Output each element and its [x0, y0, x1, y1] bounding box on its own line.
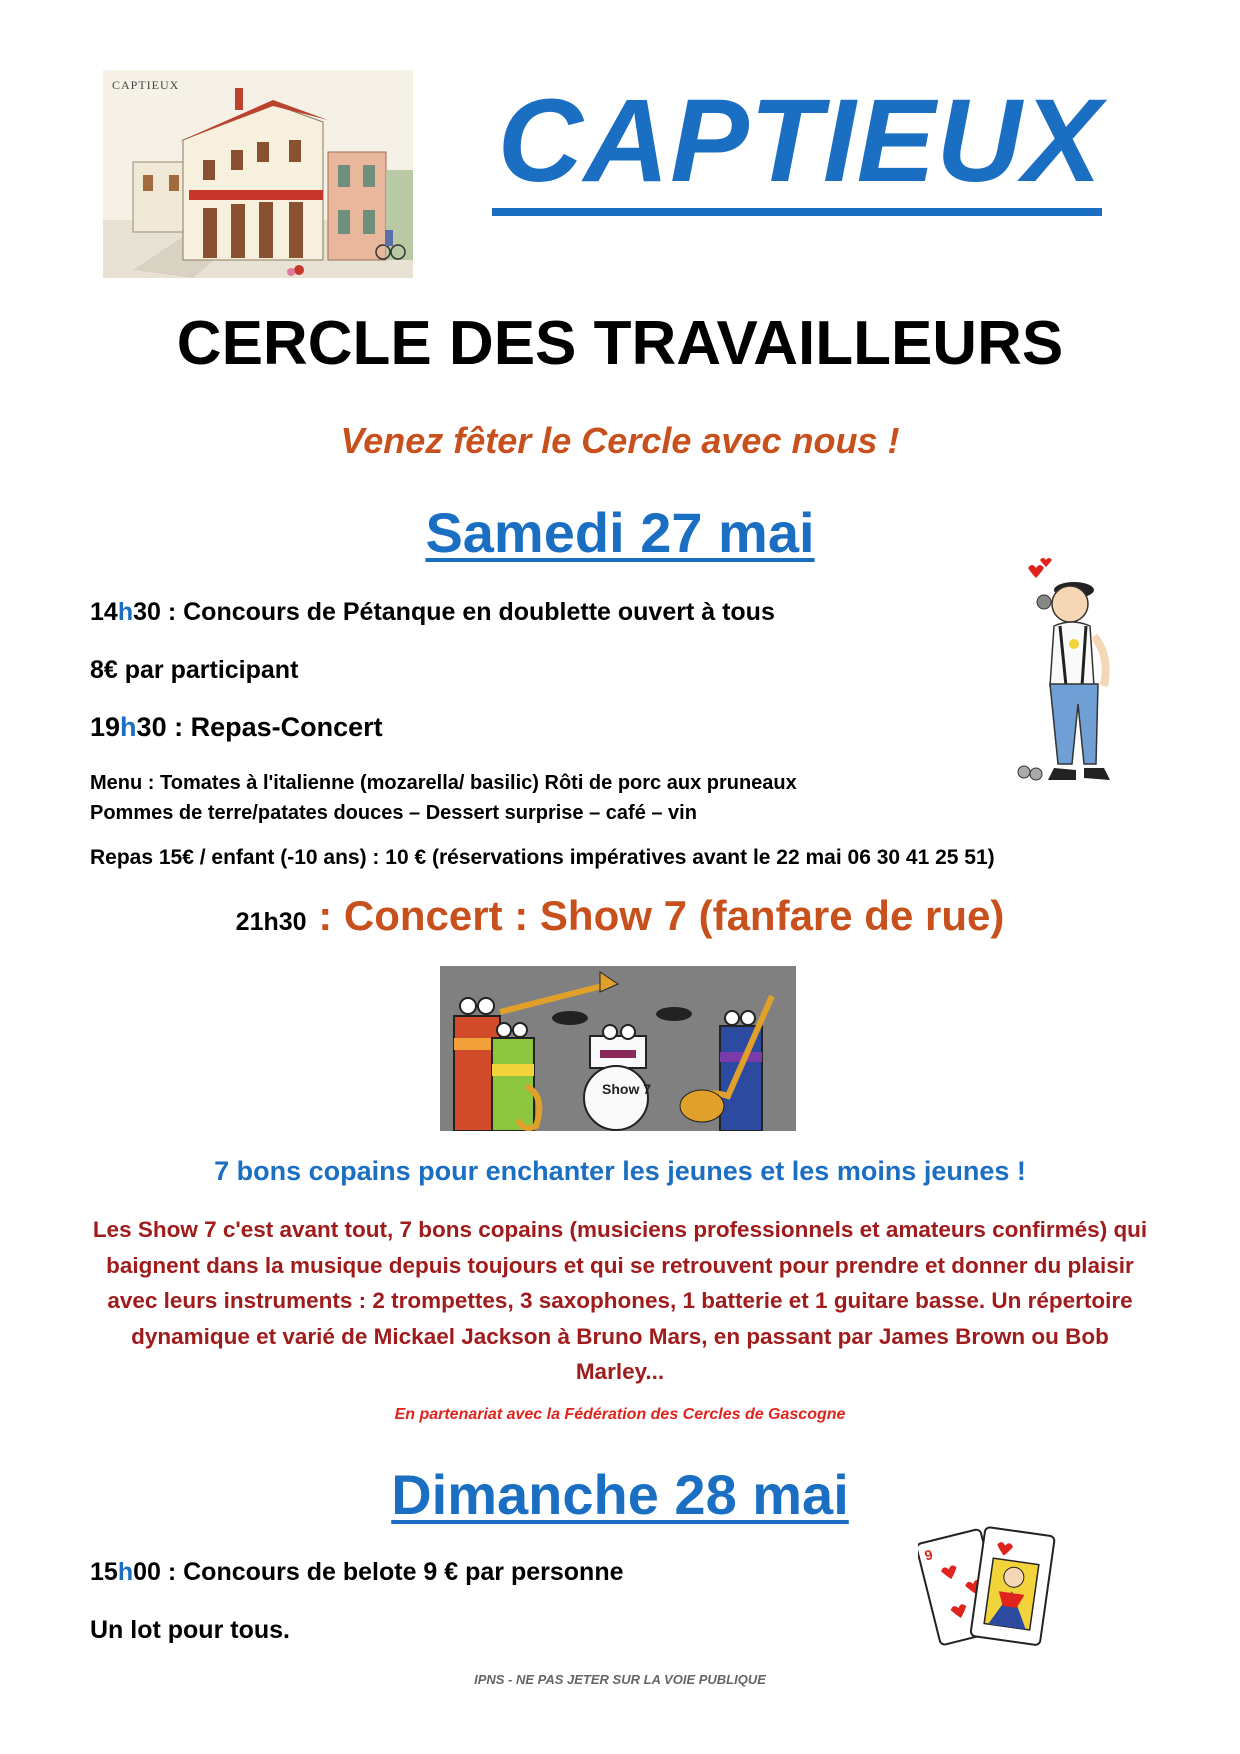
town-building-illustration: [103, 70, 413, 278]
svg-text:9: 9: [922, 1546, 935, 1564]
page-subtitle: CERCLE DES TRAVAILLEURS: [176, 309, 1064, 378]
lot-line: Un lot pour tous.: [90, 1616, 290, 1644]
petanque-time-sep: h: [117, 598, 134, 626]
reservation-line: Repas 15€ / enfant (-10 ans) : 10 € (réservations impératives avant le 22 mai 06 30 41 25 51): [90, 846, 995, 869]
repas-line: [90, 712, 383, 743]
belote-time-hour: 15: [90, 1558, 118, 1586]
footer-note: IPNS - NE PAS JETER SUR LA VOIE PUBLIQUE: [474, 1672, 766, 1687]
menu-line-1: Menu : Tomates à l'italienne (mozarella/ basilic) Rôti de porc aux pruneaux: [90, 772, 797, 794]
petanque-player-illustration: [1010, 556, 1138, 796]
band-cartoon-illustration: [440, 966, 796, 1131]
repas-time-sep: h: [120, 712, 137, 742]
saturday-heading: Samedi 27 mai: [425, 501, 815, 564]
repas-text: : Repas-Concert: [166, 712, 383, 742]
tagline: Venez fêter le Cercle avec nous !: [340, 420, 900, 461]
town-image-caption: CAPTIEUX: [112, 78, 180, 92]
belote-text: : Concours de belote 9 € par personne: [160, 1558, 624, 1586]
copains-line: 7 bons copains pour enchanter les jeunes et les moins jeunes !: [214, 1156, 1026, 1186]
petanque-line: [90, 598, 775, 627]
belote-time-min: 00: [133, 1558, 161, 1586]
concert-line: [0, 892, 1240, 940]
sunday-heading: Dimanche 28 mai: [391, 1463, 849, 1526]
concert-time: 21h30: [235, 908, 307, 936]
title-underline: [492, 208, 1102, 216]
band-description: Les Show 7 c'est avant tout, 7 bons copains (musiciens professionnels et amateurs confirmés) qui baignent dans la musique depuis toujours et qui se retrouvent pour prendre et donner du plaisir avec leurs instruments : 2 trompettes, 3 saxophones, 1 batterie et 1 guitare basse. Un répertoire dynamique et varié de Mickael Jackson à Bruno Mars, en passant par James Brown ou Bob Marley...: [92, 1217, 1148, 1384]
belote-line: [90, 1558, 624, 1587]
petanque-price: 8€ par participant: [90, 656, 299, 684]
partner-note: En partenariat avec la Fédération des Cercles de Gascogne: [394, 1406, 846, 1423]
drum-label: Show 7: [602, 1081, 652, 1097]
belote-time-sep: h: [117, 1558, 134, 1586]
menu-line-2: Pommes de terre/patates douces – Dessert surprise – café – vin: [90, 802, 697, 824]
petanque-time-hour: 14: [90, 598, 118, 626]
playing-cards-illustration: [918, 1518, 1068, 1662]
repas-time-hour: 19: [90, 712, 121, 742]
page-title: CAPTIEUX: [497, 75, 1103, 207]
repas-time-min: 30: [136, 712, 167, 742]
petanque-time-min: 30: [133, 598, 161, 626]
petanque-text: : Concours de Pétanque en doublette ouvert à tous: [160, 598, 775, 626]
concert-title: : Concert : Show 7 (fanfare de rue): [306, 892, 1005, 939]
